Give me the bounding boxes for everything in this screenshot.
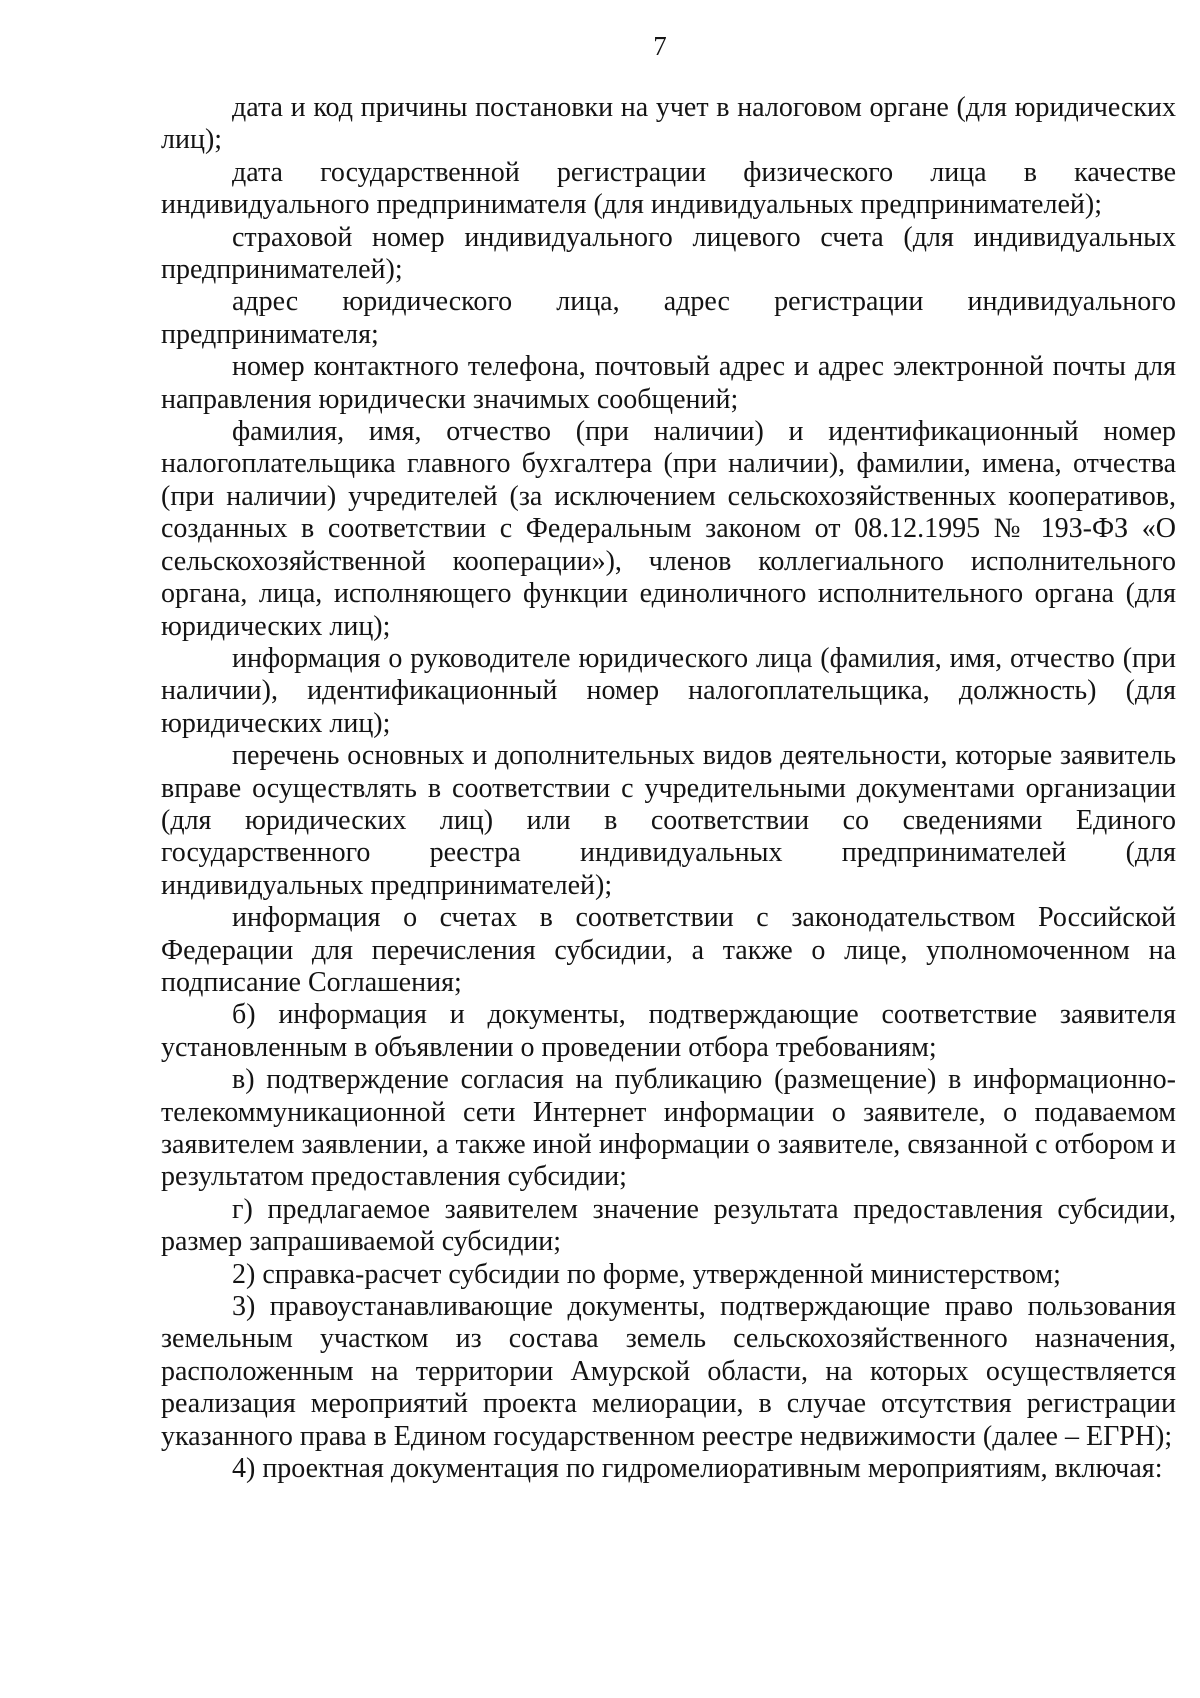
document-body: [161, 92, 1176, 1485]
paragraph-item-4: 4) проектная документация по гидромелиоративным мероприятиям, включая:: [232, 1453, 1163, 1485]
paragraph-item-v: в) подтверждение согласия на публикацию (размещение) в информационно-телекоммуникационной сети Интернет информации о заявителе, о подаваемом заявителем заявлении, а также иной информации о заявителе, связанной с отбором и результатом предоставления субсидии;: [161, 1064, 1176, 1193]
page-number: 7: [653, 31, 667, 61]
paragraph-item-3: 3) правоустанавливающие документы, подтверждающие право пользования земельным участком из состава земель сельскохозяйственного назначения, расположенным на территории Амурской области, на которых осуществляется реализация мероприятий проекта мелиорации, в случае отсутствия регистрации указанного права в Едином государственном реестре недвижимости (далее – ЕГРН);: [161, 1291, 1176, 1452]
paragraph-accounts: информация о счетах в соответствии с законодательством Российской Федерации для перечисления субсидии, а также о лице, уполномоченном на подписание Соглашения;: [161, 902, 1176, 998]
paragraph-registration-date: дата и код причины постановки на учет в налоговом органе (для юридических лиц);: [161, 92, 1176, 156]
paragraph-activities: перечень основных и дополнительных видов деятельности, которые заявитель вправе осуществлять в соответствии с учредительными документами организации (для юридических лиц) или в соответствии со сведениями Единого государственного реестра индивидуальных предпринимателей (для индивидуальных предпринимателей);: [161, 740, 1176, 901]
paragraph-item-b: б) информация и документы, подтверждающие соответствие заявителя установленным в объявлении о проведении отбора требованиям;: [161, 999, 1176, 1063]
paragraph-address: адрес юридического лица, адрес регистрации индивидуального предпринимателя;: [161, 286, 1176, 350]
paragraph-state-registration: дата государственной регистрации физического лица в качестве индивидуального предпринимателя (для индивидуальных предпринимателей);: [161, 156, 1176, 221]
paragraph-item-g: г) предлагаемое заявителем значение результата предоставления субсидии, размер запрашиваемой субсидии;: [161, 1193, 1176, 1258]
paragraph-accountant-founders: фамилия, имя, отчество (при наличии) и идентификационный номер налогоплательщика главного бухгалтера (при наличии), фамилии, имена, отчества (при наличии) учредителей (за исключением сельскохозяйственных кооперативов, созданных в соответствии с Федеральным законом от 08.12.1995 № 193-ФЗ «О сельскохозяйственной кооперации»), членов коллегиального исполнительного органа, лица, исполняющего функции единоличного исполнительного органа (для юридических лиц);: [161, 416, 1176, 642]
paragraph-head-info: информация о руководителе юридического лица (фамилия, имя, отчество (при наличии), идентификационный номер налогоплательщика, должность) (для юридических лиц);: [161, 642, 1176, 739]
paragraph-contacts: номер контактного телефона, почтовый адрес и адрес электронной почты для направления юридически значимых сообщений;: [161, 351, 1176, 415]
paragraph-item-2: 2) справка-расчет субсидии по форме, утвержденной министерством;: [232, 1258, 1061, 1290]
paragraph-insurance-number: страховой номер индивидуального лицевого счета (для индивидуальных предпринимателей);: [161, 221, 1176, 286]
